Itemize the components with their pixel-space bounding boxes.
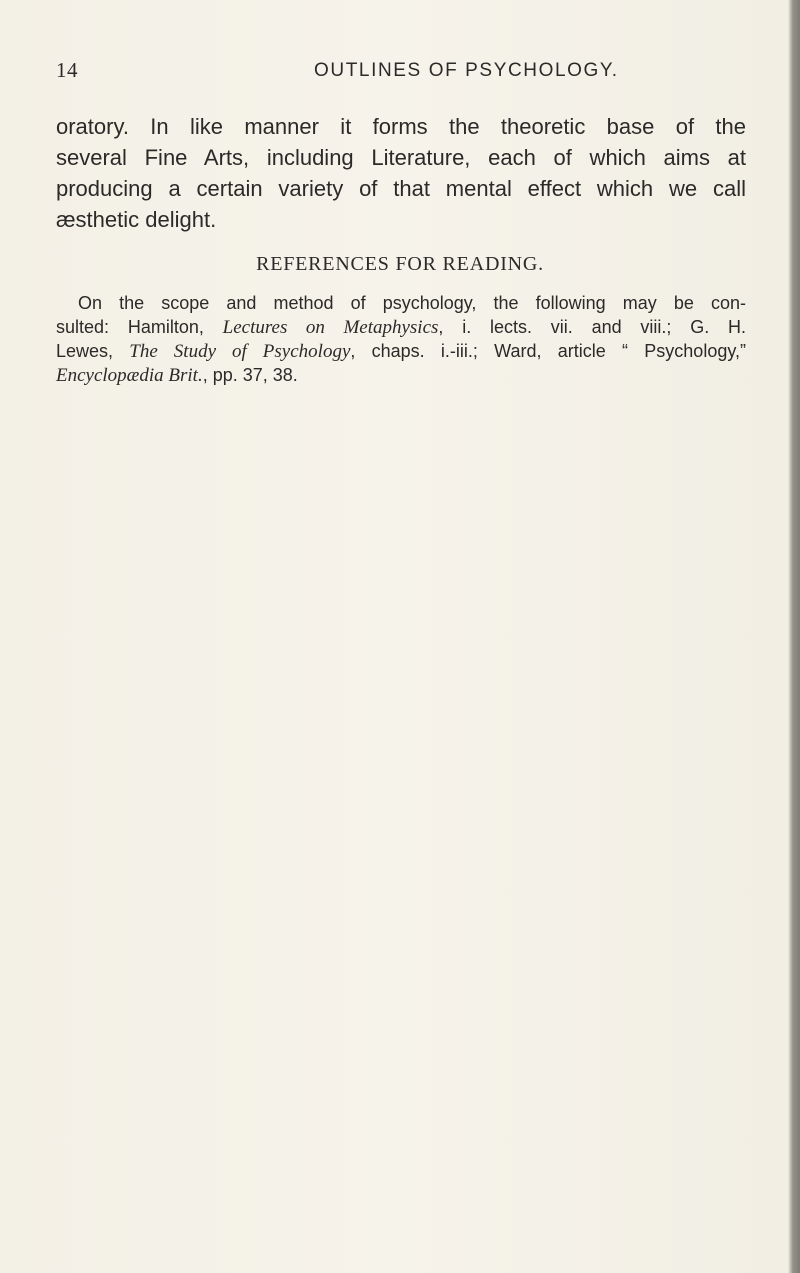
references-paragraph <box>56 291 746 387</box>
reference-text: , pp. 37, 38. <box>202 365 298 385</box>
body-line: several Fine Arts, including Literature, each of which aims at <box>56 145 746 170</box>
page-binding-edge <box>788 0 800 1273</box>
body-line: oratory. In like manner it forms the theoretic base of the <box>56 114 746 139</box>
reference-text: Lewes, <box>56 341 130 361</box>
body-line: producing a certain variety of that mental effect which we call <box>56 176 746 201</box>
reference-line <box>56 339 746 363</box>
reference-line: On the scope and method of psychology, the following may be con- <box>78 293 746 313</box>
running-head <box>56 58 756 88</box>
book-title-italic: Encyclopædia Brit. <box>56 365 203 386</box>
book-title-italic: Lectures on Metaphysics <box>222 317 439 338</box>
reference-text: sulted: Hamilton, <box>56 317 223 337</box>
reference-text: , chaps. i.-iii.; Ward, article “ Psychology,” <box>350 341 746 361</box>
running-head-title: OUTLINES OF PSYCHOLOGY. <box>314 60 619 81</box>
reference-line <box>56 315 746 339</box>
body-line: æsthetic delight. <box>56 207 217 232</box>
reference-line <box>56 363 746 387</box>
reference-text: , i. lects. vii. and viii.; G. H. <box>438 317 746 337</box>
body-paragraph <box>56 111 746 235</box>
book-title-italic: The Study of Psychology <box>129 341 351 362</box>
page-number: 14 <box>56 58 78 82</box>
references-heading: REFERENCES FOR READING. <box>256 253 544 275</box>
